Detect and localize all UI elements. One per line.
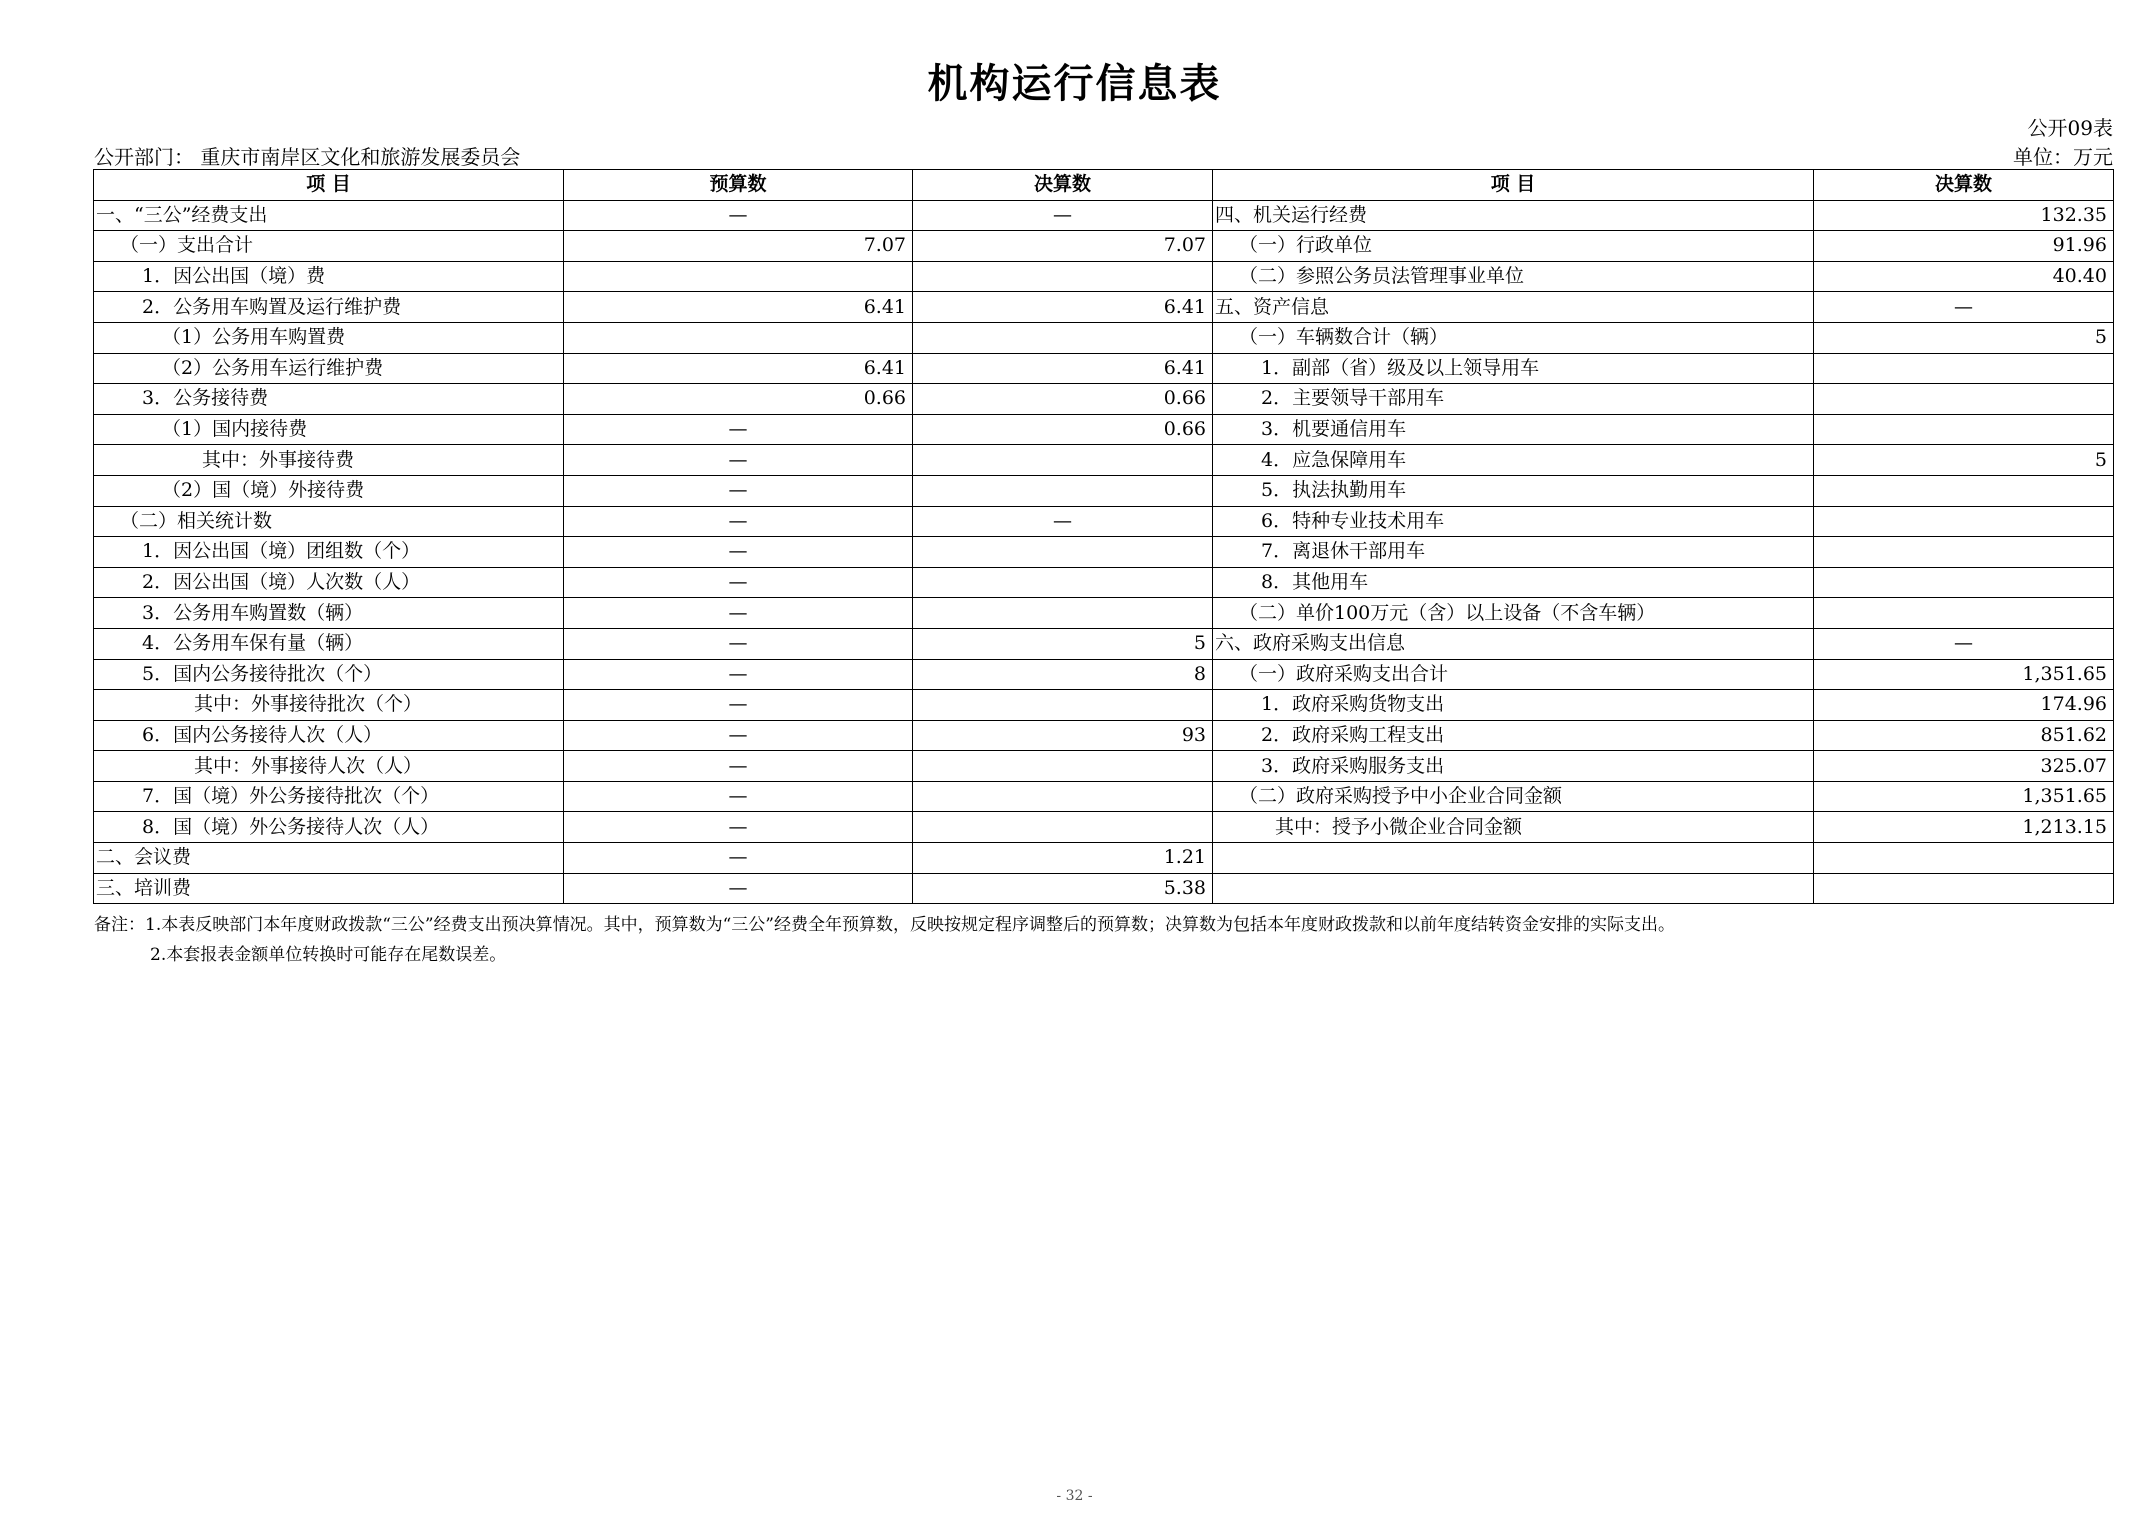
final-cell: —	[913, 200, 1213, 231]
header-budget: 预算数	[564, 170, 913, 201]
budget-cell: 0.66	[564, 384, 913, 415]
table-row	[94, 751, 2114, 782]
budget-cell: —	[564, 690, 913, 721]
left-item-cell: 7．国（境）外公务接待批次（个）	[94, 781, 564, 812]
final-cell: 6.41	[913, 292, 1213, 323]
final-cell: 93	[913, 720, 1213, 751]
table-row	[94, 567, 2114, 598]
left-item-cell: 1．因公出国（境）费	[94, 261, 564, 292]
left-item-cell: （二）相关统计数	[94, 506, 564, 537]
budget-cell: 6.41	[564, 292, 913, 323]
table-row	[94, 384, 2114, 415]
budget-cell: —	[564, 843, 913, 874]
right-final-cell	[1814, 567, 2114, 598]
right-item-cell	[1213, 843, 1814, 874]
right-item-cell: 五、资产信息	[1213, 292, 1814, 323]
table-row	[94, 292, 2114, 323]
budget-cell	[564, 322, 913, 353]
right-final-cell	[1814, 598, 2114, 629]
right-item-cell: （二）参照公务员法管理事业单位	[1213, 261, 1814, 292]
final-cell: 7.07	[913, 231, 1213, 262]
final-cell: 6.41	[913, 353, 1213, 384]
left-item-cell: 4．公务用车保有量（辆）	[94, 628, 564, 659]
right-item-cell: 1．政府采购货物支出	[1213, 690, 1814, 721]
table-row	[94, 445, 2114, 476]
note-2: 2.本套报表金额单位转换时可能存在尾数误差。	[150, 945, 507, 965]
right-final-cell: 1,351.65	[1814, 781, 2114, 812]
budget-cell: 7.07	[564, 231, 913, 262]
final-cell	[913, 537, 1213, 568]
budget-cell: —	[564, 812, 913, 843]
budget-cell: —	[564, 445, 913, 476]
left-item-cell: 其中：外事接待人次（人）	[94, 751, 564, 782]
table-row	[94, 231, 2114, 262]
right-item-cell: 3．机要通信用车	[1213, 414, 1814, 445]
budget-cell	[564, 261, 913, 292]
left-item-cell: （2）国（境）外接待费	[94, 475, 564, 506]
right-final-cell: 5	[1814, 322, 2114, 353]
final-cell	[913, 781, 1213, 812]
final-cell	[913, 445, 1213, 476]
table-row	[94, 537, 2114, 568]
table-row	[94, 322, 2114, 353]
header-final: 决算数	[913, 170, 1213, 201]
budget-cell: —	[564, 720, 913, 751]
right-item-cell: 5．执法执勤用车	[1213, 475, 1814, 506]
left-item-cell: 其中：外事接待费	[94, 445, 564, 476]
budget-cell: —	[564, 506, 913, 537]
right-item-cell: 1．副部（省）级及以上领导用车	[1213, 353, 1814, 384]
left-item-cell: 一、“三公”经费支出	[94, 200, 564, 231]
right-final-cell: 132.35	[1814, 200, 2114, 231]
budget-cell: 6.41	[564, 353, 913, 384]
final-cell: 5.38	[913, 873, 1213, 904]
left-item-cell: 8．国（境）外公务接待人次（人）	[94, 812, 564, 843]
right-item-cell: 8．其他用车	[1213, 567, 1814, 598]
budget-cell: —	[564, 659, 913, 690]
right-final-cell: 174.96	[1814, 690, 2114, 721]
right-final-cell: 851.62	[1814, 720, 2114, 751]
final-cell	[913, 322, 1213, 353]
operation-info-table	[93, 169, 2114, 904]
table-row	[94, 598, 2114, 629]
right-item-cell: 2．政府采购工程支出	[1213, 720, 1814, 751]
right-final-cell: 91.96	[1814, 231, 2114, 262]
final-cell	[913, 567, 1213, 598]
right-final-cell	[1814, 537, 2114, 568]
final-cell	[913, 751, 1213, 782]
right-final-cell	[1814, 506, 2114, 537]
table-row	[94, 414, 2114, 445]
table-row	[94, 200, 2114, 231]
right-final-cell: 40.40	[1814, 261, 2114, 292]
budget-cell: —	[564, 475, 913, 506]
final-cell	[913, 261, 1213, 292]
right-item-cell: 其中：授予小微企业合同金额	[1213, 812, 1814, 843]
note-1: 备注：1.本表反映部门本年度财政拨款“三公”经费支出预决算情况。其中，预算数为“三公”经费全年预算数，反映按规定程序调整后的预算数；决算数为包括本年度财政拨款和以前年度结转资金安排的实际支出。	[94, 915, 1675, 935]
right-item-cell: 6．特种专业技术用车	[1213, 506, 1814, 537]
table-row	[94, 261, 2114, 292]
header-item-left: 项 目	[94, 170, 564, 201]
right-final-cell	[1814, 414, 2114, 445]
left-item-cell: （1）公务用车购置费	[94, 322, 564, 353]
budget-cell: —	[564, 200, 913, 231]
final-cell: 5	[913, 628, 1213, 659]
right-item-cell: （一）车辆数合计（辆）	[1213, 322, 1814, 353]
table-row	[94, 628, 2114, 659]
right-item-cell: 7．离退休干部用车	[1213, 537, 1814, 568]
table-body	[94, 200, 2114, 904]
table-row	[94, 812, 2114, 843]
left-item-cell: （2）公务用车运行维护费	[94, 353, 564, 384]
header-item-right: 项 目	[1213, 170, 1814, 201]
table-row	[94, 843, 2114, 874]
left-item-cell: 3．公务接待费	[94, 384, 564, 415]
left-item-cell: 二、会议费	[94, 843, 564, 874]
page-title: 机构运行信息表	[927, 61, 1222, 107]
left-item-cell: 3．公务用车购置数（辆）	[94, 598, 564, 629]
table-row	[94, 720, 2114, 751]
budget-cell: —	[564, 751, 913, 782]
right-item-cell: （二）政府采购授予中小企业合同金额	[1213, 781, 1814, 812]
notes	[94, 910, 1675, 970]
right-final-cell	[1814, 384, 2114, 415]
budget-cell: —	[564, 598, 913, 629]
right-final-cell	[1814, 353, 2114, 384]
final-cell: 1.21	[913, 843, 1213, 874]
budget-cell: —	[564, 537, 913, 568]
right-final-cell	[1814, 873, 2114, 904]
budget-cell: —	[564, 567, 913, 598]
final-cell	[913, 812, 1213, 843]
right-item-cell: （二）单价100万元（含）以上设备（不含车辆）	[1213, 598, 1814, 629]
left-item-cell: 2．公务用车购置及运行维护费	[94, 292, 564, 323]
left-item-cell: 三、培训费	[94, 873, 564, 904]
final-cell	[913, 475, 1213, 506]
right-final-cell: 325.07	[1814, 751, 2114, 782]
budget-cell: —	[564, 781, 913, 812]
right-item-cell: （一）行政单位	[1213, 231, 1814, 262]
table-header-row	[94, 170, 2114, 201]
table-row	[94, 506, 2114, 537]
right-final-cell	[1814, 843, 2114, 874]
table-row	[94, 353, 2114, 384]
right-item-cell: 六、政府采购支出信息	[1213, 628, 1814, 659]
right-final-cell	[1814, 475, 2114, 506]
final-cell: 0.66	[913, 384, 1213, 415]
budget-cell: —	[564, 414, 913, 445]
table-row	[94, 781, 2114, 812]
department-label: 公开部门： 重庆市南岸区文化和旅游发展委员会	[94, 145, 521, 169]
left-item-cell: 1．因公出国（境）团组数（个）	[94, 537, 564, 568]
budget-cell: —	[564, 873, 913, 904]
unit-label: 单位：万元	[2013, 145, 2113, 169]
left-item-cell: 6．国内公务接待人次（人）	[94, 720, 564, 751]
page-number: - 32 -	[1056, 1488, 1093, 1504]
left-item-cell: 2．因公出国（境）人次数（人）	[94, 567, 564, 598]
left-item-cell: （1）国内接待费	[94, 414, 564, 445]
right-final-cell: —	[1814, 292, 2114, 323]
right-item-cell: 3．政府采购服务支出	[1213, 751, 1814, 782]
form-number: 公开09表	[2027, 116, 2113, 140]
table-row	[94, 873, 2114, 904]
final-cell	[913, 598, 1213, 629]
right-item-cell: 2．主要领导干部用车	[1213, 384, 1814, 415]
left-item-cell: （一）支出合计	[94, 231, 564, 262]
right-item-cell: 四、机关运行经费	[1213, 200, 1814, 231]
final-cell: 8	[913, 659, 1213, 690]
final-cell	[913, 690, 1213, 721]
table-row	[94, 690, 2114, 721]
right-item-cell	[1213, 873, 1814, 904]
right-final-cell: —	[1814, 628, 2114, 659]
final-cell: 0.66	[913, 414, 1213, 445]
right-item-cell: （一）政府采购支出合计	[1213, 659, 1814, 690]
table-row	[94, 475, 2114, 506]
right-final-cell: 1,351.65	[1814, 659, 2114, 690]
right-final-cell: 5	[1814, 445, 2114, 476]
table-row	[94, 659, 2114, 690]
budget-cell: —	[564, 628, 913, 659]
left-item-cell: 其中：外事接待批次（个）	[94, 690, 564, 721]
left-item-cell: 5．国内公务接待批次（个）	[94, 659, 564, 690]
header-final-right: 决算数	[1814, 170, 2114, 201]
final-cell: —	[913, 506, 1213, 537]
right-final-cell: 1,213.15	[1814, 812, 2114, 843]
right-item-cell: 4．应急保障用车	[1213, 445, 1814, 476]
